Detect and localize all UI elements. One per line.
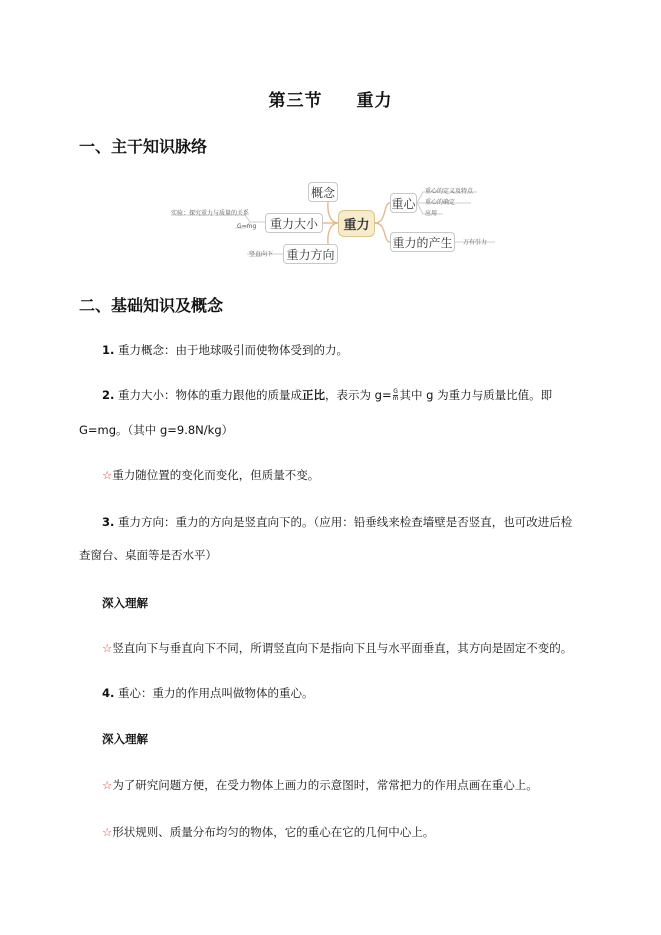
mindmap-experiment-leaf: 实验：探究重力与质量的关系 bbox=[171, 210, 250, 217]
paragraph-gravity-direction bbox=[102, 512, 572, 532]
mindmap-cog-leaf: 重心的定义及特点 bbox=[425, 188, 474, 195]
note-text: 竖直向下与垂直向下不同，所谓竖直向下是指向下且与水平面垂直，其方向是固定不变的。 bbox=[112, 641, 573, 655]
title-section: 第三节 bbox=[268, 91, 323, 111]
section-heading-2: 二、基础知识及概念 bbox=[79, 296, 224, 315]
item-number: 1. bbox=[102, 343, 115, 357]
note-regular-shape bbox=[102, 822, 434, 842]
paragraph-text: 重心：重力的作用点叫做物体的重心。 bbox=[118, 686, 314, 700]
mindmap-direction-node: 重力方向 bbox=[283, 244, 338, 264]
mind-map bbox=[165, 175, 505, 270]
mindmap-vertical-leaf: 竖直向下 bbox=[249, 251, 274, 258]
fraction-denominator: m bbox=[392, 395, 399, 402]
mindmap-cog-leaf: 应用 bbox=[425, 210, 438, 217]
mindmap-magnitude-node: 重力大小 bbox=[265, 213, 323, 233]
paragraph-gravity-magnitude-line2: G=mg。（其中 g=9.8N/kg） bbox=[79, 423, 234, 437]
mindmap-center-node: 重力 bbox=[338, 210, 375, 237]
paragraph-gravity-concept bbox=[102, 340, 348, 360]
page-title bbox=[0, 86, 661, 111]
title-topic: 重力 bbox=[356, 91, 393, 111]
item-number: 3. bbox=[102, 515, 115, 529]
mindmap-concept-node: 概念 bbox=[308, 182, 338, 202]
item-number: 4. bbox=[102, 686, 115, 700]
paragraph-text: 其中 g 为重力与质量比值。即 bbox=[399, 388, 553, 402]
star-icon: ☆ bbox=[102, 825, 113, 839]
fraction-numerator: G bbox=[393, 388, 398, 395]
note-text: 重力随位置的变化而变化，但质量不变。 bbox=[112, 468, 320, 482]
deep-understanding-heading: 深入理解 bbox=[102, 596, 148, 610]
paragraph-center-of-gravity bbox=[102, 683, 314, 703]
fraction bbox=[393, 389, 399, 402]
paragraph-text: 重力概念：由于地球吸引而使物体受到的力。 bbox=[118, 343, 349, 357]
paragraph-text: 重力方向：重力的方向是竖直向下的。（应用：铅垂线来检查墙壁是否竖直，也可改进后检 bbox=[118, 515, 573, 529]
note-text: 形状规则、质量分布均匀的物体，它的重心在它的几何中心上。 bbox=[112, 825, 435, 839]
mindmap-cog-leaf: 重心的确定 bbox=[425, 199, 456, 206]
star-icon: ☆ bbox=[102, 641, 113, 655]
mindmap-formula-leaf: G=mg bbox=[237, 223, 257, 230]
paragraph-text: ，表示为 g= bbox=[325, 388, 392, 402]
note-mass-invariance bbox=[102, 465, 319, 485]
deep-understanding-heading: 深入理解 bbox=[102, 732, 148, 746]
paragraph-gravity-magnitude bbox=[102, 385, 552, 405]
mindmap-cog-node: 重心 bbox=[390, 193, 417, 213]
paragraph-gravity-direction-line2: 查窗台、桌面等是否水平） bbox=[79, 548, 217, 562]
bold-term: 正比 bbox=[302, 388, 326, 402]
mindmap-gravitation-leaf: 万有引力 bbox=[463, 239, 488, 246]
note-force-diagram bbox=[102, 775, 538, 795]
section-heading-1: 一、主干知识脉络 bbox=[79, 137, 208, 156]
note-vertical-vs-perpendicular bbox=[102, 638, 572, 658]
star-icon: ☆ bbox=[102, 778, 113, 792]
mindmap-origin-node: 重力的产生 bbox=[390, 232, 455, 252]
note-text: 为了研究问题方便，在受力物体上画力的示意图时，常常把力的作用点画在重心上。 bbox=[112, 778, 538, 792]
paragraph-text: 重力大小：物体的重力跟他的质量成 bbox=[118, 388, 303, 402]
star-icon: ☆ bbox=[102, 468, 113, 482]
item-number: 2. bbox=[102, 388, 115, 402]
